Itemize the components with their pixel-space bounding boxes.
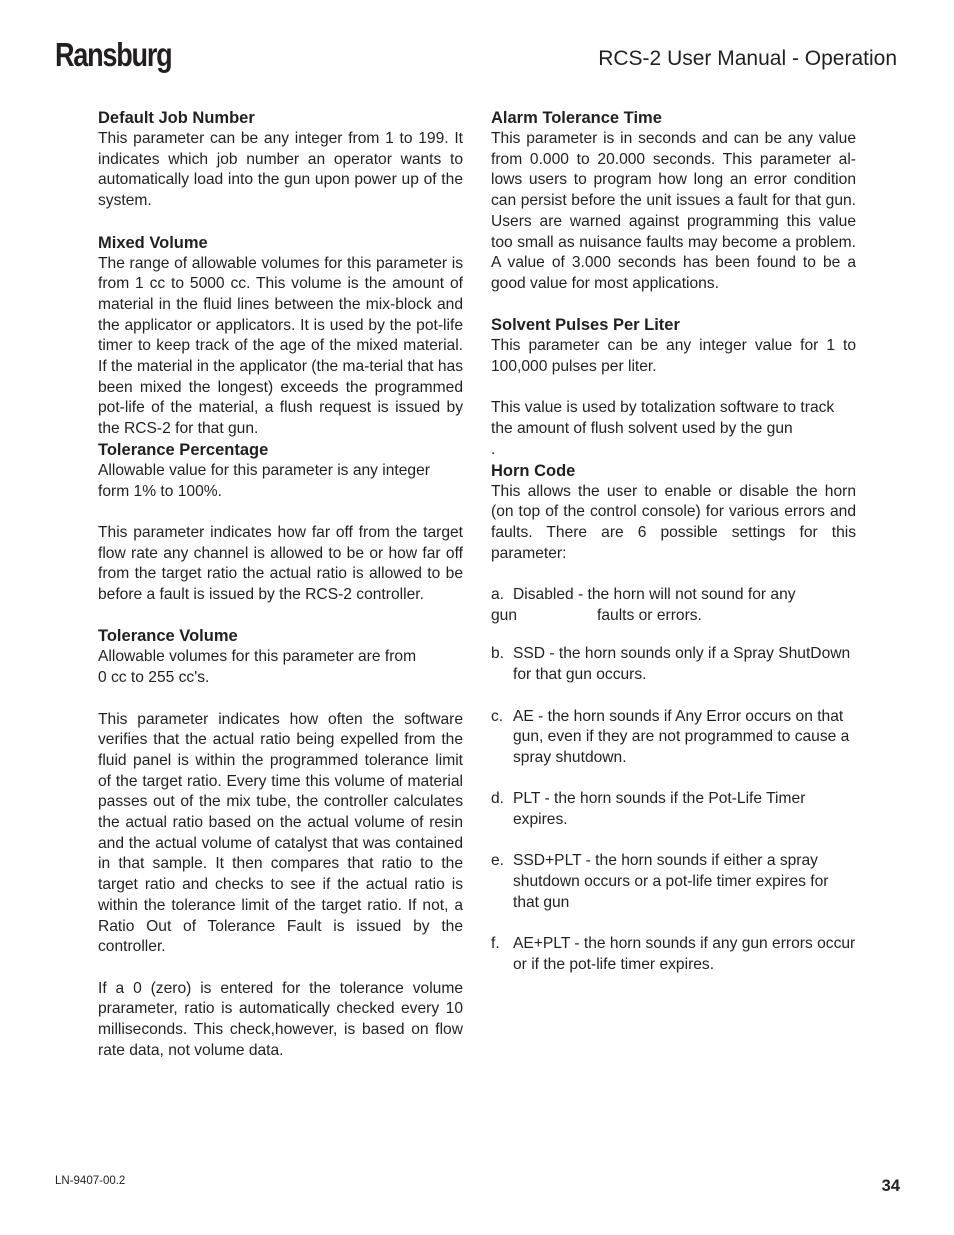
list-item [491,934,856,975]
heading-alarm-tolerance-time: Alarm Tolerance Time [491,109,662,127]
right-column [491,108,856,976]
heading-solvent-pulses: Solvent Pulses Per Liter [491,316,680,335]
section-solvent-pulses [491,315,856,460]
list-text: AE - the horn sounds if Any Error occurs on that gun, even if they are not programmed to cause a spray shutdown. [513,707,850,766]
section-tolerance-volume [98,626,463,1061]
list-marker: d. [491,790,505,808]
list-item [491,707,856,769]
section-mixed-volume [98,233,463,440]
heading-tolerance-percentage: Tolerance Percentage [98,440,269,459]
text-solvent-pulses-3: . [491,440,496,458]
text-tolerance-volume-1b: 0 cc to 255 cc's. [98,669,210,687]
text-tolerance-volume-3: If a 0 (zero) is entered for the tolerance volume prarameter, ratio is automatically checked every 10 milliseconds. This check,however, is based on flow rate data, not volume data. [98,979,463,1059]
text-default-job-number: This parameter can be any integer from 1 to 199. It indicates which job number an operator wants to automatically load into the gun upon power up of the system. [98,130,463,210]
list-item-continuation [491,606,856,627]
page-number: 34 [881,1177,900,1195]
list-item [491,851,856,913]
text-tolerance-volume-2: This parameter indicates how often the software verifies that the actual ratio being expelled from the fluid panel is within the programmed tolerance limit of the target ratio. Every time this volume of material passes out of the mix tube, the controller calculates the actual ratio based on the actual volume of resin and the actual volume of catalyst that was contained in that sample. It then compares that ratio to the target ratio and checks to see if the actual ratio is within the tolerance limit of the target ratio. If not, a Ratio Out of Tolerance Fault is issued by the controller. [98,710,463,956]
text-tolerance-percentage-2: This parameter indicates how far off from the target flow rate any channel is allowed to be or how far off from the target ratio the actual ratio is allowed to be before a fault is issued by the RCS-2 controller. [98,523,463,604]
list-marker: c. [491,707,504,725]
list-marker: b. [491,645,505,663]
section-tolerance-percentage [98,440,463,606]
heading-default-job-number: Default Job Number [98,109,255,127]
section-alarm-tolerance-time [491,108,856,295]
list-marker: a. [491,586,505,604]
text-alarm-tolerance-time: This parameter is in seconds and can be any value from 0.000 to 20.000 seconds. This parameter al-lows users to program how long an error condition can persist before the unit issues a fault for that gun. Users are warned against programming this value too small as nuisance faults may become a problem. A value of 3.000 seconds has been found to be a good value for most applications. [491,130,856,292]
list-text: gun [491,606,518,624]
section-default-job-number [98,108,463,212]
text-horn-code: This allows the user to enable or disable the horn (on top of the control console) for various errors and faults. There are 6 possible settings for this parameter: [491,482,856,562]
heading-horn-code: Horn Code [491,461,576,480]
heading-tolerance-volume: Tolerance Volume [98,627,238,646]
list-text: SSD+PLT - the horn sounds if either a spray shutdown occurs or a pot-life timer expires for that gun [513,852,829,911]
list-item [491,644,856,685]
text-tolerance-volume-1a: Allowable volumes for this parameter are from [98,648,417,666]
list-item [491,585,856,606]
list-text: AE+PLT - the horn sounds if any gun errors occur or if the pot-life timer expires. [513,935,856,973]
section-horn-code [491,461,856,976]
list-marker: e. [491,852,505,870]
list-text: PLT - the horn sounds if the Pot-Life Timer expires. [513,790,806,829]
list-text: SSD - the horn sounds only if a Spray ShutDown for that gun occurs. [513,645,851,684]
text-mixed-volume: The range of allowable volumes for this parameter is from 1 cc to 5000 cc. This volume is the amount of material in the fluid lines between the mix-block and the applicator or applicators. It is used by the pot-life timer to keep track of the age of the mixed material. If the material in the applicator (the ma-terial that has been mixed the longest) exceeds the programmed pot-life of the material, a flush request is issued by the RCS-2 for that gun. [98,254,463,438]
heading-mixed-volume: Mixed Volume [98,233,208,252]
list-text: Disabled - the horn will not sound for any [513,586,796,604]
text-solvent-pulses-2: This value is used by totalization software to track the amount of flush solvent used by the gun [491,399,835,438]
footer-doc-number: LN-9407-00.2 [55,1175,126,1187]
list-text: faults or errors. [597,606,702,624]
header-title: RCS-2 User Manual - Operation [598,47,897,70]
list-item [491,789,856,830]
brand-logo: Ransburg [55,36,172,73]
left-column [98,108,463,1061]
list-marker: f. [491,935,500,953]
text-tolerance-percentage-1: Allowable value for this parameter is any integer form 1% to 100%. [98,461,430,500]
text-solvent-pulses-1: This parameter can be any integer value for 1 to 100,000 pulses per liter. [491,337,856,376]
